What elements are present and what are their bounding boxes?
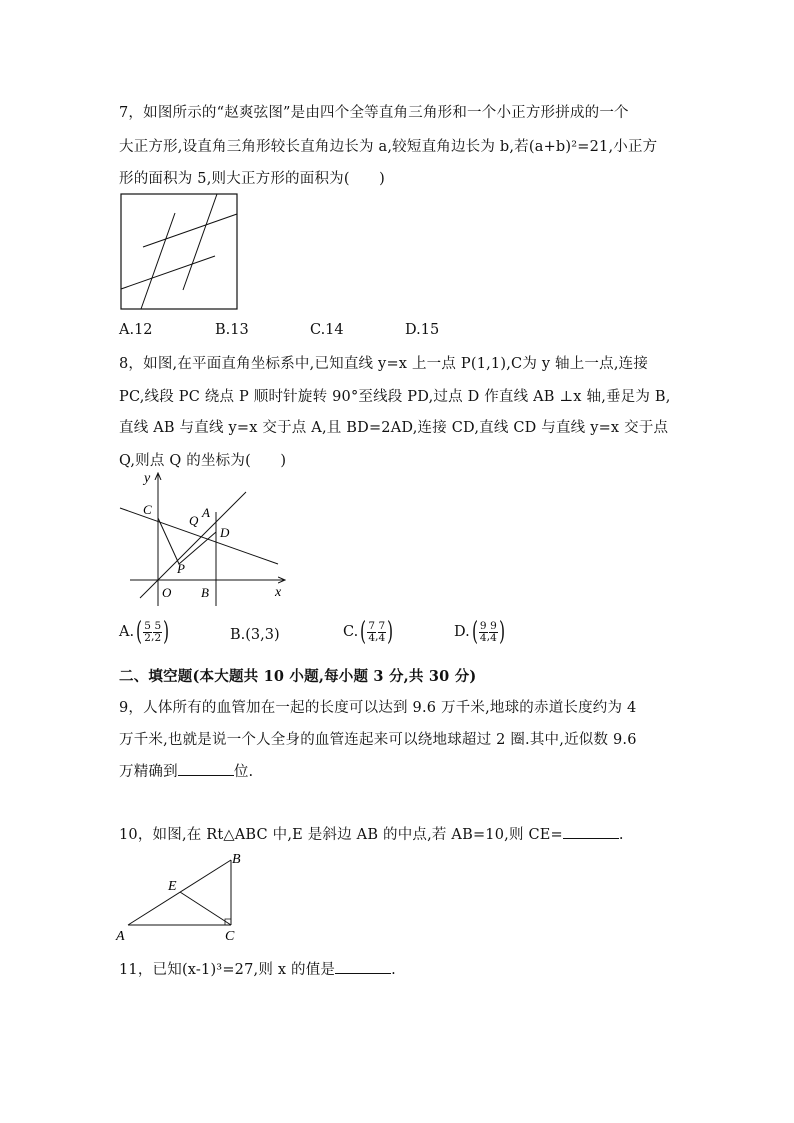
label-a: A	[202, 505, 210, 520]
q8-option-a[interactable]	[119, 619, 171, 645]
option-d-value: ( 9 4 , 9 4 )	[471, 617, 505, 647]
q9-text-after: 位.	[233, 764, 254, 780]
label-b: B	[232, 852, 241, 867]
q9-line-3	[119, 760, 253, 781]
q8-line-3: 直线 AB 与直线 y=x 交于点 A,且 BD=2AD,连接 CD,直线 CD 与直线 y=x 交于点	[119, 420, 669, 436]
q9-answer-blank[interactable]	[178, 763, 234, 776]
q11-text	[119, 958, 396, 979]
q8-option-d[interactable]	[454, 619, 507, 645]
label-x: x	[275, 585, 282, 600]
label-c: C	[143, 502, 152, 517]
q8-option-c[interactable]	[343, 619, 395, 645]
label-q: Q	[189, 513, 199, 528]
label-d: D	[220, 525, 230, 540]
coordinate-figure	[112, 466, 292, 612]
q11-answer-blank[interactable]	[335, 961, 391, 974]
q9-line-2: 万千米,也就是说一个人全身的血管连起来可以绕地球超过 2 圈.其中,近似数 9.6	[119, 732, 637, 748]
label-o: O	[162, 585, 172, 600]
q11-text-after: .	[391, 962, 396, 978]
q7-option-c[interactable]: C.14	[310, 322, 344, 338]
option-c-label: C.	[343, 624, 359, 640]
q7-line-1: 7，如图所示的“赵爽弦图”是由四个全等直角三角形和一个小正方形拼成的一个	[119, 105, 629, 121]
zhao-shuang-figure	[119, 192, 241, 312]
q9-line-1: 9，人体所有的血管加在一起的长度可以达到 9.6 万千米,地球的赤道长度约为 4	[119, 700, 637, 716]
q9-text-before: 万精确到	[119, 764, 178, 780]
section-2-heading: 二、填空题(本大题共 10 小题,每小题 3 分,共 30 分)	[119, 668, 477, 685]
label-e: E	[168, 879, 177, 894]
q7-line-3: 形的面积为 5,则大正方形的面积为( )	[119, 171, 385, 187]
label-p: P	[177, 561, 185, 576]
q11-text-before: 11，已知(x-1)³=27,则 x 的值是	[119, 962, 336, 978]
label-b: B	[201, 585, 209, 600]
label-a: A	[116, 929, 125, 944]
option-a-value: ( 5 2 , 5 2 )	[136, 617, 170, 647]
right-triangle-figure	[114, 848, 254, 944]
option-d-label: D.	[454, 624, 470, 640]
q10-text	[119, 823, 624, 844]
q7-option-d[interactable]: D.15	[405, 322, 440, 338]
q8-line-2: PC,线段 PC 绕点 P 顺时针旋转 90°至线段 PD,过点 D 作直线 AB ⊥x 轴,垂足为 B,	[119, 389, 671, 405]
q8-line-1: 8，如图,在平面直角坐标系中,已知直线 y=x 上一点 P(1,1),C为 y 轴上一点,连接	[119, 356, 649, 372]
q8-line-4: Q,则点 Q 的坐标为( )	[119, 453, 287, 469]
option-a-label: A.	[119, 624, 135, 640]
label-y: y	[144, 471, 151, 486]
label-c: C	[225, 929, 235, 944]
q8-option-b[interactable]: B.(3,3)	[230, 627, 280, 643]
q7-option-b[interactable]: B.13	[215, 322, 249, 338]
q10-text-before: 10，如图,在 Rt△ABC 中,E 是斜边 AB 的中点,若 AB=10,则 CE=	[119, 827, 563, 843]
q7-line-2: 大正方形,设直角三角形较长直角边长为 a,较短直角边长为 b,若(a+b)²=21,小正方	[119, 139, 658, 155]
option-c-value: ( 7 4 , 7 4 )	[360, 617, 394, 647]
q10-text-after: .	[618, 827, 624, 843]
q10-answer-blank[interactable]	[563, 826, 619, 839]
q7-option-a[interactable]: A.12	[119, 322, 153, 338]
